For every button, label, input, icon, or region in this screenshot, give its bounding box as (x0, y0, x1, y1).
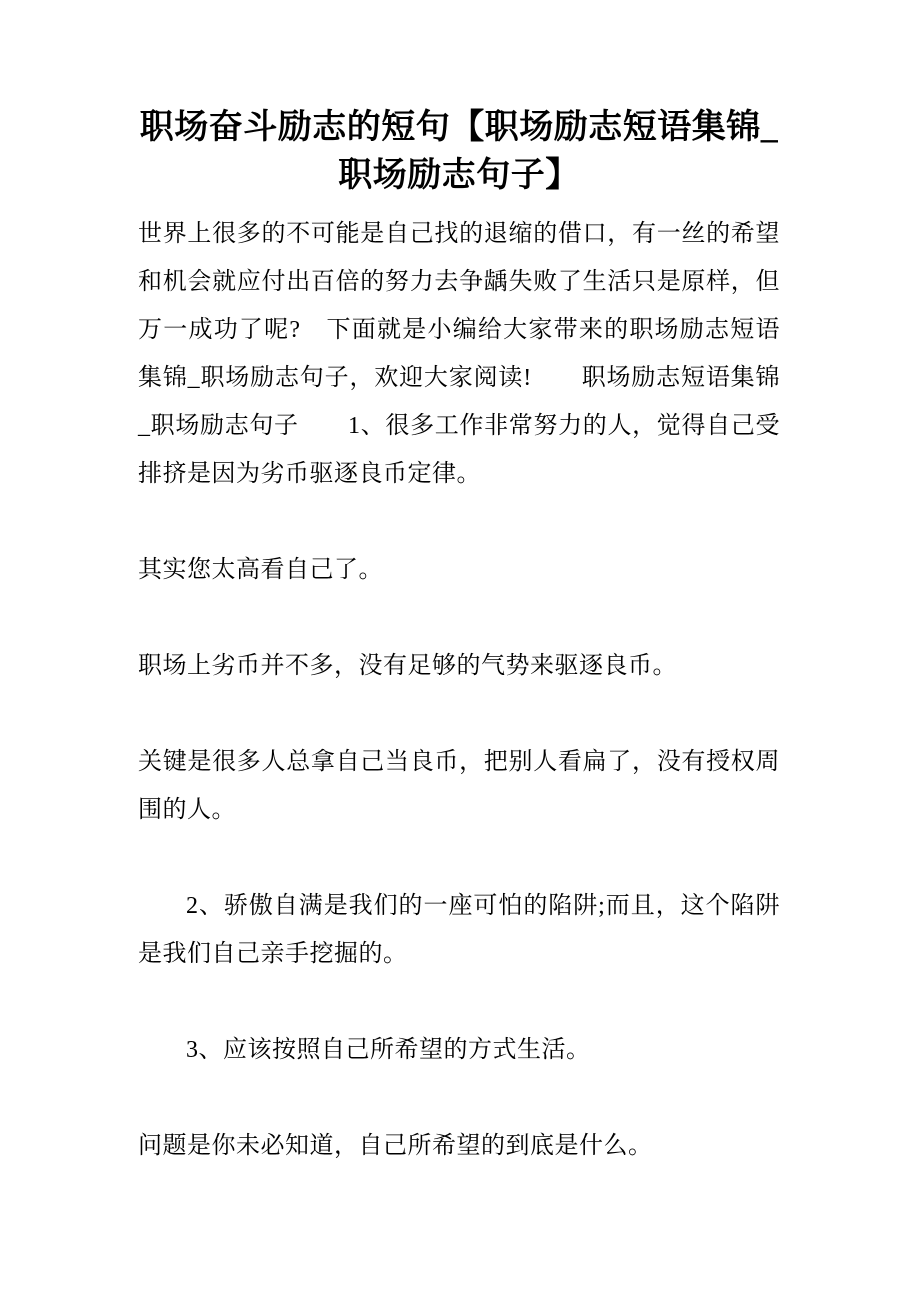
paragraph-7: 问题是你未必知道，自己所希望的到底是什么。 (138, 1133, 653, 1159)
paragraph-quote-2: 2、骄傲自满是我们的一座可怕的陷阱;而且，这个陷阱是我们自己亲手挖掘的。 (138, 893, 780, 967)
paragraph-2: 其实您太高看自己了。 (138, 557, 383, 583)
paragraph-3: 职场上劣币并不多，没有足够的气势来驱逐良币。 (138, 653, 677, 679)
document-title: 职场奋斗励志的短句【职场励志短语集锦_职场励志句子】 (139, 109, 779, 194)
paragraph-4: 关键是很多人总拿自己当良币，把别人看扁了，没有授权周围的人。 (138, 749, 780, 823)
paragraph-quote-3: 3、应该按照自己所希望的方式生活。 (186, 1037, 591, 1063)
document-content (138, 104, 780, 1170)
paragraph-intro: 世界上很多的不可能是自己找的退缩的借口，有一丝的希望和机会就应付出百倍的努力去争龋失败了生活只是原样，但万一成功了呢? 下面就是小编给大家带来的职场励志短语集锦_职场励志句子，欢迎大家阅读! 职场励志短语集锦_职场励志句子 1、很多工作非常努力的人，觉得自己受排挤是因为劣币驱逐良币定律。 (138, 221, 780, 487)
